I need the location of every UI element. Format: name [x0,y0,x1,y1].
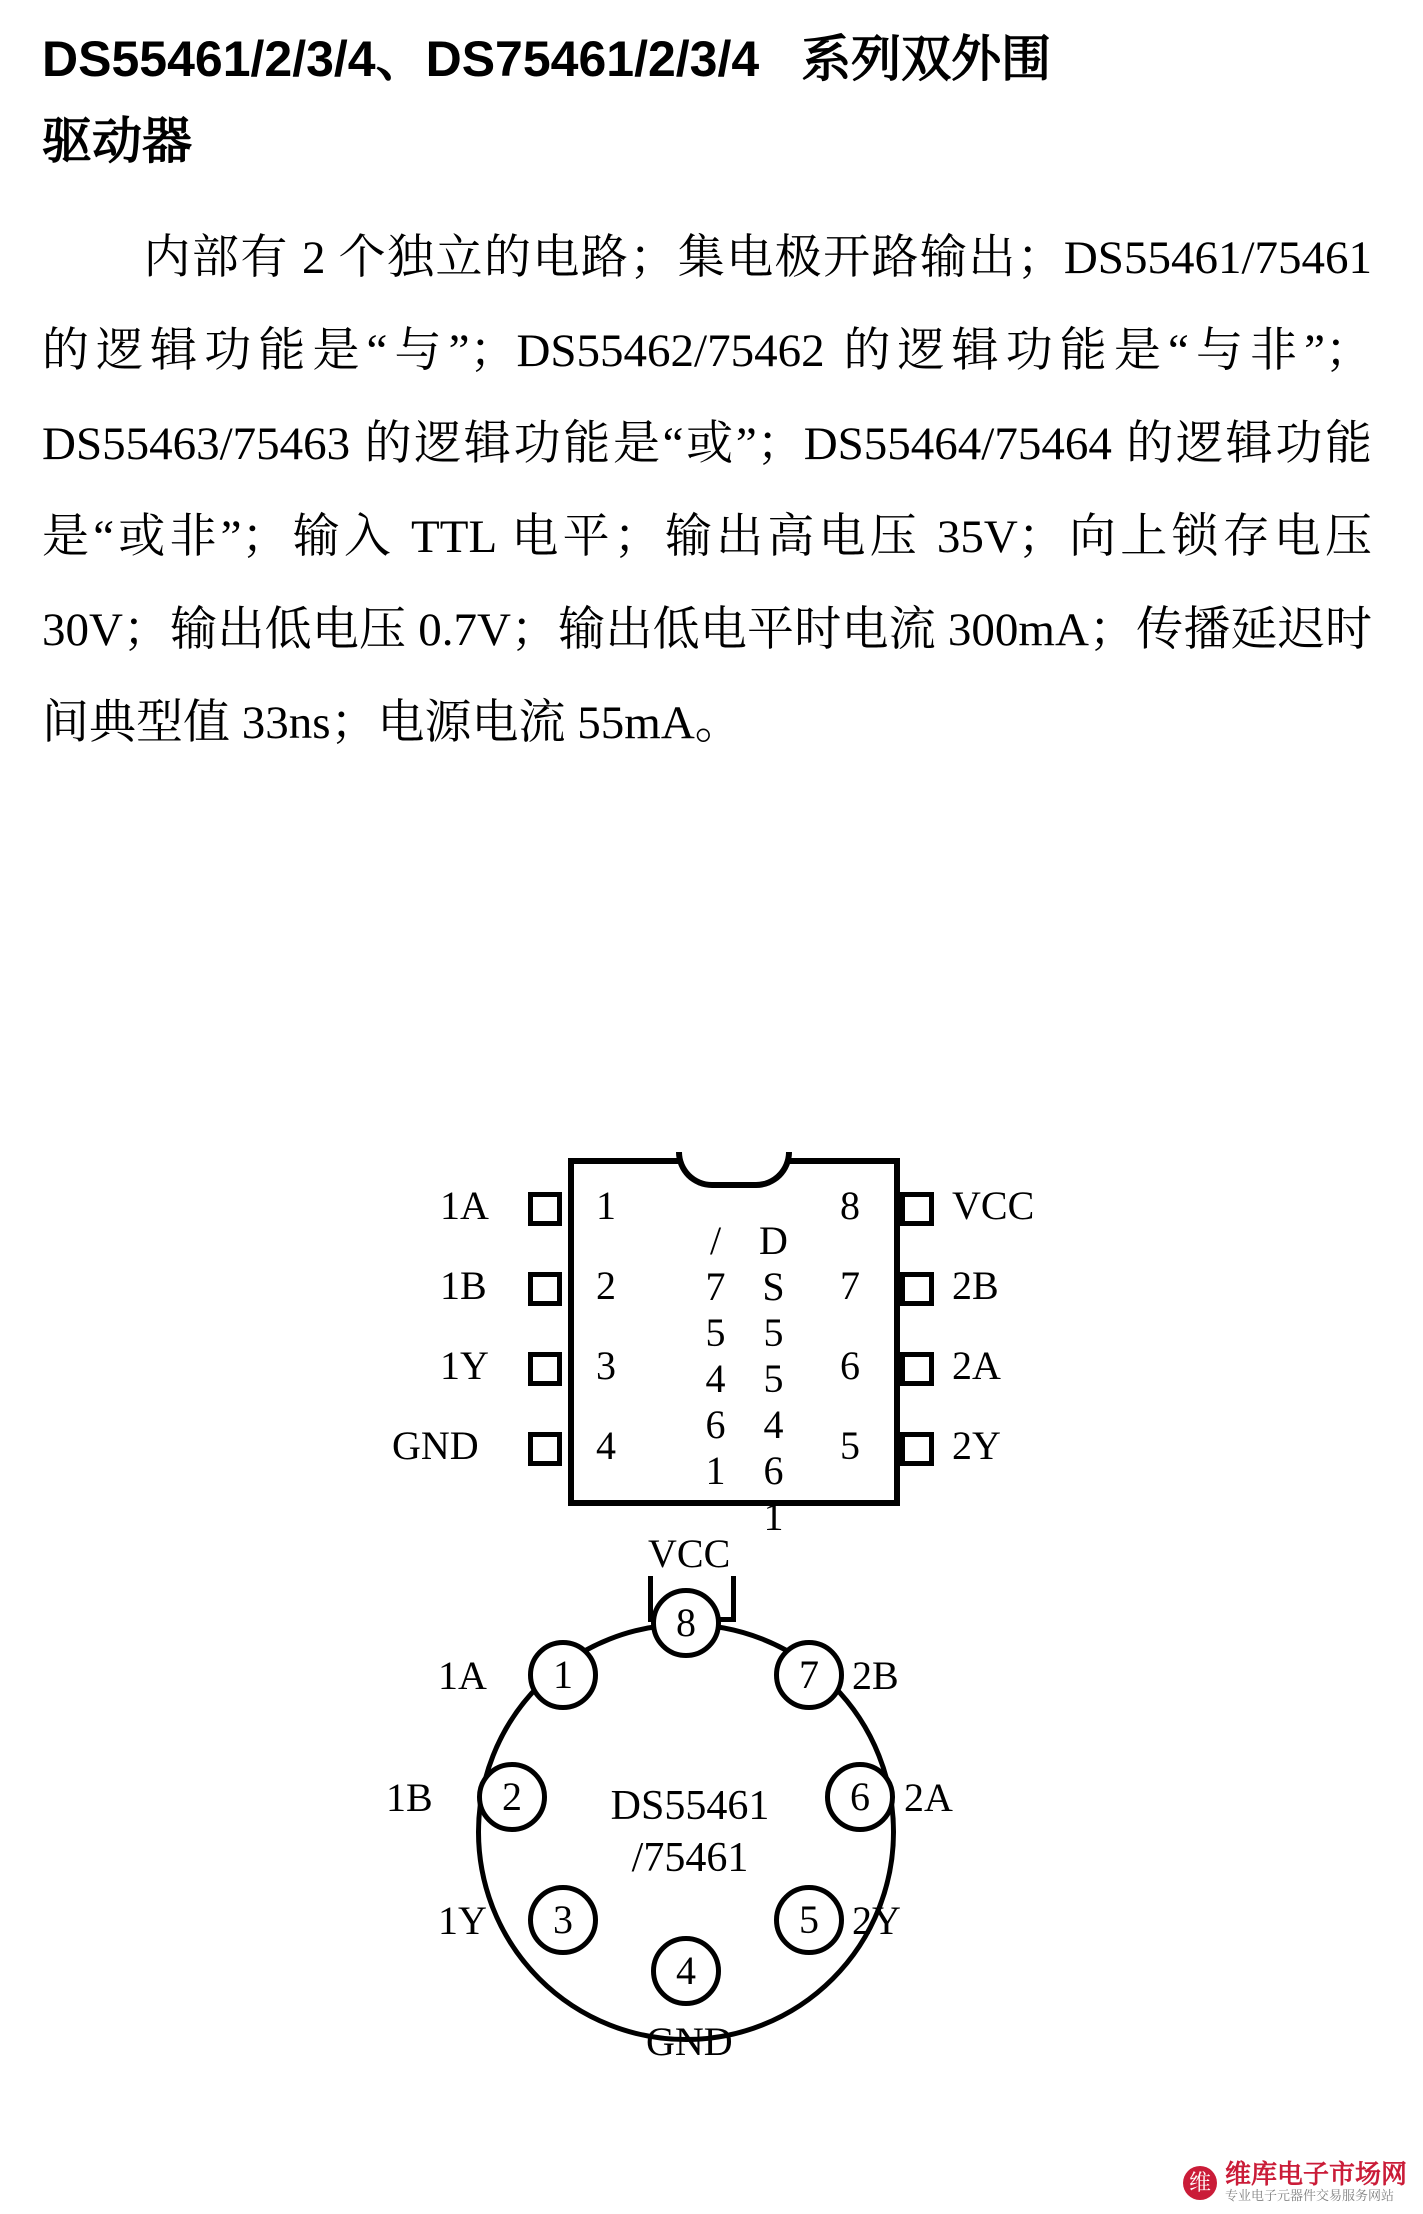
round-pin-name-2b: 2B [852,1653,899,1698]
dip-pin-num-4: 4 [596,1423,616,1468]
description-paragraph [42,212,1372,770]
dip-pin-num-2: 2 [596,1263,616,1308]
title-second-line: 驱动器 [42,113,192,169]
dip-pin-name-1b: 1B [440,1263,487,1308]
round-pin-7: 7 [774,1640,844,1710]
dip-pin-name-1a: 1A [440,1183,489,1228]
round-pin-name-2a: 2A [904,1775,953,1820]
dip-pin-box-7 [900,1272,934,1306]
dip-pin-num-7: 7 [840,1263,860,1308]
page-title [42,18,1392,182]
round-part-label: DS55461 /75461 [610,1783,770,1881]
title-part-numbers: DS55461/2/3/4、DS75461/2/3/4 [42,31,760,87]
dip-pin-box-5 [900,1432,934,1466]
round-pin-3: 3 [528,1885,598,1955]
dip-pin-num-8: 8 [840,1183,860,1228]
round-pin-name-2y: 2Y [852,1898,901,1943]
dip-pin-box-3 [528,1352,562,1386]
dip-package-diagram [0,1148,1423,1540]
dip-pin-name-1y: 1Y [440,1343,489,1388]
round-pin-name-1b: 1B [386,1775,433,1820]
round-pin-name-1y: 1Y [438,1898,487,1943]
round-pin-name-1a: 1A [438,1653,487,1698]
round-pin-5: 5 [774,1885,844,1955]
dip-pin-box-4 [528,1432,562,1466]
dip-pin-name-vcc: VCC [952,1183,1035,1228]
dip-pin-num-5: 5 [840,1423,860,1468]
watermark-site-tagline: 专业电子元器件交易服务网站 [1224,2188,1394,2204]
dip-pin-name-2y: 2Y [952,1423,1001,1468]
dip-pin-box-1 [528,1192,562,1226]
site-watermark [1183,2161,1407,2204]
round-bottom-label-gnd: GND [646,2019,733,2064]
round-top-label-vcc: VCC [648,1531,731,1576]
round-pin-1: 1 [528,1640,598,1710]
watermark-site-name: 维库电子市场网 [1224,2159,1407,2190]
dip-pin-name-2b: 2B [952,1263,999,1308]
dip-pin-num-3: 3 [596,1343,616,1388]
round-pin-6: 6 [825,1762,895,1832]
description-text: 内部有 2 个独立的电路；集电极开路输出；DS55461/75461 的逻辑功能是“与”；DS55462/75462 的逻辑功能是“与非”；DS55463/75463 的逻辑功能是“或”；DS55464/75464 的逻辑功能是“或非”；输入 TTL 电平；输出高电压 35V；向上锁存电压 30V；输出低电压 0.7V；输出低电平时电流 300mA；传播延迟时间典型值 33ns；电源电流 55mA。 [42,232,1372,749]
round-pin-4: 4 [651,1936,721,2006]
dip-pin-num-6: 6 [840,1343,860,1388]
dip-pin-name-2a: 2A [952,1343,1001,1388]
watermark-logo-icon: 维 [1183,2166,1217,2200]
dip-pin-name-gnd: GND [392,1423,479,1468]
round-package-diagram [0,1530,1423,2170]
dip-notch-icon [676,1152,792,1188]
dip-pin-num-1: 1 [596,1183,616,1228]
dip-pin-box-6 [900,1352,934,1386]
round-pin-2: 2 [477,1762,547,1832]
dip-pin-box-8 [900,1192,934,1226]
dip-pin-box-2 [528,1272,562,1306]
round-pin-8: 8 [651,1588,721,1658]
dip-part-label: DS55461 /75461 [693,1218,796,1540]
title-series-suffix: 系列双外围 [801,31,1052,87]
